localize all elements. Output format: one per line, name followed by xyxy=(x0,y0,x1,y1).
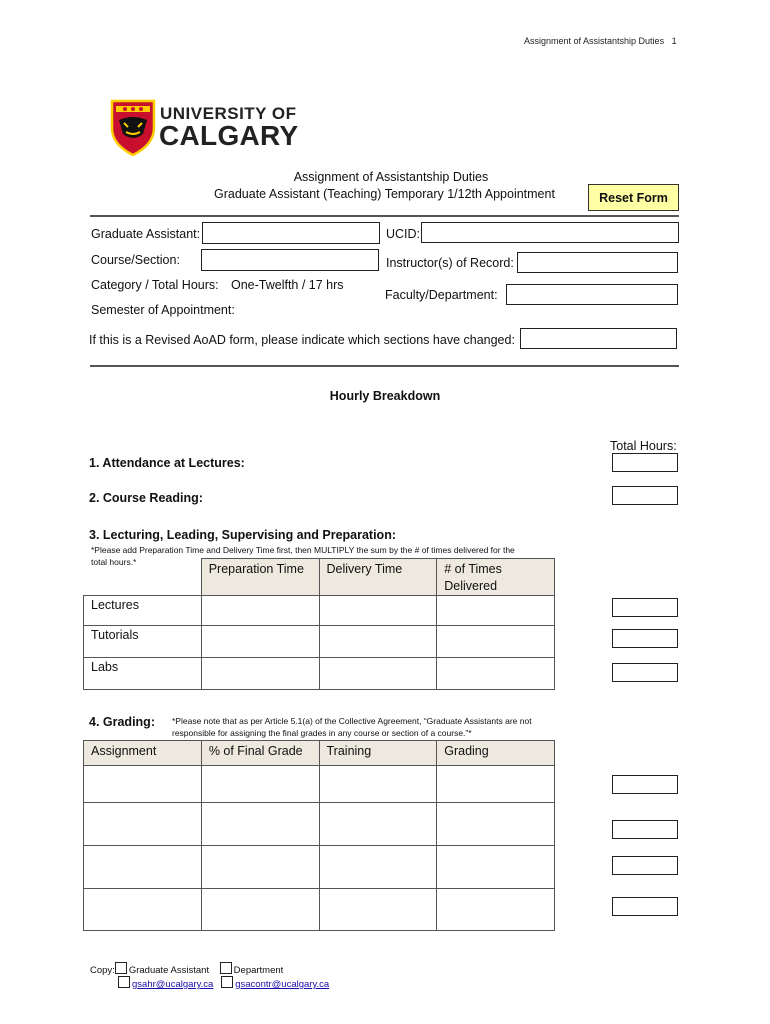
graduate-assistant-checkbox[interactable] xyxy=(115,962,127,974)
table-cell[interactable] xyxy=(437,596,555,626)
table-cell[interactable] xyxy=(84,889,202,931)
table-cell[interactable] xyxy=(319,658,437,690)
course-section-label: Course/Section: xyxy=(91,253,180,267)
logo-line1: UNIVERSITY OF xyxy=(160,104,297,123)
total-hours-label: Total Hours: xyxy=(610,439,677,453)
item-reading-label: 2. Course Reading: xyxy=(89,491,203,505)
grading-note: *Please note that as per Article 5.1(a) of the Collective Agreement, “Graduate Assistants are not responsible for assigning the final grades in any course or section of a course.”* xyxy=(172,716,532,738)
table-cell[interactable] xyxy=(437,889,555,931)
form-title: Assignment of Assistantship Duties xyxy=(293,170,489,184)
table-header: Training xyxy=(319,741,437,766)
table-cell[interactable] xyxy=(201,889,319,931)
grading-total-input-1[interactable] xyxy=(612,775,678,794)
category-label: Category / Total Hours: xyxy=(91,278,219,292)
copy-graduate-assistant: Graduate Assistant xyxy=(128,965,210,976)
grading-total-input-4[interactable] xyxy=(612,897,678,916)
ucid-input[interactable] xyxy=(421,222,679,243)
table-cell[interactable] xyxy=(319,766,437,803)
table-corner xyxy=(84,559,202,596)
course-section-input[interactable] xyxy=(201,249,379,271)
reading-total-input[interactable] xyxy=(612,486,678,505)
table-cell[interactable] xyxy=(319,846,437,889)
middle-divider xyxy=(90,365,679,367)
table-cell[interactable] xyxy=(201,596,319,626)
reset-form-button[interactable]: Reset Form xyxy=(588,184,679,211)
table-row-label: Tutorials xyxy=(84,626,202,658)
department-checkbox[interactable] xyxy=(220,962,232,974)
labs-total-input[interactable] xyxy=(612,663,678,682)
logo-line2: CALGARY xyxy=(159,120,299,151)
instructors-input[interactable] xyxy=(517,252,678,273)
instructors-label: Instructor(s) of Record: xyxy=(386,256,514,270)
gsacontr-email-link[interactable]: gsacontr@ucalgary.ca xyxy=(235,979,330,990)
copy-department: Department xyxy=(233,965,284,976)
grading-total-input-2[interactable] xyxy=(612,820,678,839)
copy-emails xyxy=(118,976,329,992)
gsahr-checkbox[interactable] xyxy=(118,976,130,988)
table-row-label: Lectures xyxy=(84,596,202,626)
page-number: 1 xyxy=(671,36,677,46)
grading-total-input-3[interactable] xyxy=(612,856,678,875)
faculty-label: Faculty/Department: xyxy=(385,288,498,302)
table-cell[interactable] xyxy=(319,626,437,658)
table-cell[interactable] xyxy=(84,766,202,803)
table-header: Grading xyxy=(437,741,555,766)
category-value: One-Twelfth / 17 hrs xyxy=(231,278,344,292)
table-cell[interactable] xyxy=(437,803,555,846)
semester-label: Semester of Appointment: xyxy=(91,303,235,317)
table-cell[interactable] xyxy=(319,596,437,626)
revised-label: If this is a Revised AoAD form, please indicate which sections have changed: xyxy=(89,333,515,347)
table-header: Preparation Time xyxy=(201,559,319,596)
running-header xyxy=(524,36,677,46)
grading-table xyxy=(83,740,555,931)
lecturing-note: *Please add Preparation Time and Delivery Time first, then MULTIPLY the sum by the # of times delivered for the total hours.* xyxy=(91,545,515,567)
table-cell[interactable] xyxy=(437,766,555,803)
item-grading-label: 4. Grading: xyxy=(89,715,155,729)
table-header: Assignment xyxy=(84,741,202,766)
running-title: Assignment of Assistantship Duties xyxy=(524,36,665,46)
table-header: Delivery Time xyxy=(319,559,437,596)
lectures-total-input[interactable] xyxy=(612,598,678,617)
table-row-label: Labs xyxy=(84,658,202,690)
table-cell[interactable] xyxy=(437,626,555,658)
graduate-assistant-input[interactable] xyxy=(202,222,380,244)
table-cell[interactable] xyxy=(84,803,202,846)
hourly-breakdown-heading: Hourly Breakdown xyxy=(329,389,441,403)
table-cell[interactable] xyxy=(201,846,319,889)
revised-input[interactable] xyxy=(520,328,677,349)
table-cell[interactable] xyxy=(84,846,202,889)
table-cell[interactable] xyxy=(201,803,319,846)
table-cell[interactable] xyxy=(437,658,555,690)
ucid-label: UCID: xyxy=(386,227,421,241)
item-attendance-label: 1. Attendance at Lectures: xyxy=(89,456,245,470)
item-lecturing-label: 3. Lecturing, Leading, Supervising and Preparation: xyxy=(89,528,396,542)
table-cell[interactable] xyxy=(201,766,319,803)
top-divider xyxy=(90,215,679,217)
gsacontr-checkbox[interactable] xyxy=(221,976,233,988)
gsahr-email-link[interactable]: gsahr@ucalgary.ca xyxy=(132,979,214,990)
table-cell[interactable] xyxy=(437,846,555,889)
table-cell[interactable] xyxy=(319,803,437,846)
university-logo xyxy=(110,98,310,158)
table-cell[interactable] xyxy=(201,626,319,658)
table-cell[interactable] xyxy=(201,658,319,690)
form-subtitle: Graduate Assistant (Teaching) Temporary 1/12th Appointment xyxy=(214,187,555,201)
table-header: # of Times Delivered xyxy=(437,559,555,596)
graduate-assistant-label: Graduate Assistant: xyxy=(91,227,201,241)
lecturing-table xyxy=(83,558,555,690)
tutorials-total-input[interactable] xyxy=(612,629,678,648)
table-cell[interactable] xyxy=(319,889,437,931)
shield-icon xyxy=(110,98,156,156)
attendance-total-input[interactable] xyxy=(612,453,678,472)
copy-label: Copy: xyxy=(90,965,115,976)
faculty-input[interactable] xyxy=(506,284,678,305)
table-header: % of Final Grade xyxy=(201,741,319,766)
